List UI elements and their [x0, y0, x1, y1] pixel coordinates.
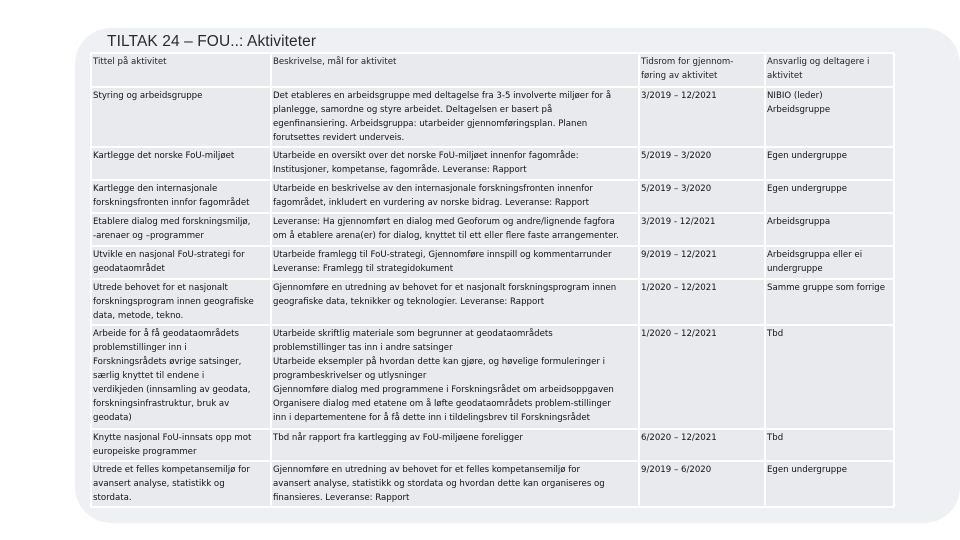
cell-title-line: særlig knyttet til endene i [93, 371, 205, 381]
cell-title-line: verdikjeden (innsamling av geodata, [93, 385, 251, 395]
cell-title [91, 325, 271, 429]
cell-title-line: geodata) [93, 413, 132, 423]
cell-title [91, 246, 271, 279]
cell-period [639, 147, 765, 180]
cell-description [271, 147, 639, 180]
cell-period-line: 1/2020 – 12/2021 [641, 329, 717, 339]
cell-responsible-line: Tbd [767, 433, 784, 443]
cell-responsible [765, 246, 894, 279]
cell-responsible [765, 461, 894, 507]
cell-responsible-line: Egen undergruppe [767, 465, 847, 475]
cell-description-line: Utarbeide framlegg til FoU-strategi, Gjennomføre innspill og kommentarrunder [273, 250, 612, 260]
cell-description-line: Institusjoner, kompetanse, fagområde. Leveranse: Rapport [273, 165, 527, 175]
cell-description [271, 87, 639, 147]
cell-title-line: Styring og arbeidsgruppe [93, 91, 203, 101]
cell-description-line: Organisere dialog med etatene om å løfte geodataområdets problem-stillinger [273, 399, 611, 409]
cell-description-line: Gjennomføre dialog med programmene i Forskningsrådet om arbeidsoppgaven [273, 385, 614, 395]
cell-period-line: 3/2019 - 12/2021 [641, 217, 716, 227]
cell-description [271, 180, 639, 213]
cell-period [639, 246, 765, 279]
cell-period [639, 461, 765, 507]
cell-title [91, 213, 271, 246]
cell-description-header-line: Beskrivelse, mål for aktivitet [273, 57, 397, 67]
table-row [91, 429, 894, 461]
cell-description-line: programbeskrivelser og utlysninger [273, 371, 427, 381]
cell-description-line: Leveranse: Ha gjennomført en dialog med Geoforum og andre/lignende fagfora [273, 217, 615, 227]
cell-title-line: Utvikle en nasjonal FoU-strategi for [93, 250, 245, 260]
cell-description-line: geografiske data, teknikker og teknologier. Leveranse: Rapport [273, 297, 545, 307]
cell-responsible-line: Tbd [767, 329, 784, 339]
cell-description-line: inn i departementene for å få dette inn i tildelingsbrev til Forskningsrådet [273, 413, 591, 423]
table-header-row [91, 53, 894, 87]
cell-responsible [765, 279, 894, 325]
cell-title-line: Arbeide for å få geodataområdets [93, 329, 239, 339]
cell-period [639, 325, 765, 429]
cell-title [91, 147, 271, 180]
cell-title [91, 279, 271, 325]
cell-responsible [765, 429, 894, 461]
cell-description-line: Utarbeide skriftlig materiale som begrunner at geodataområdets [273, 329, 553, 339]
cell-description-line: avansert analyse, statistikk og stordata og hvordan dette kan organiseres og [273, 479, 605, 489]
cell-period [639, 213, 765, 246]
cell-period-header-line: Tidsrom for gjennom- [641, 57, 734, 67]
cell-title-line: Etablere dialog med forskningsmiljø, [93, 217, 251, 227]
activities-table [90, 52, 895, 508]
cell-period-line: 1/2020 – 12/2021 [641, 283, 717, 293]
cell-responsible-line: Egen undergruppe [767, 184, 847, 194]
header-period [639, 53, 765, 87]
cell-responsible-line: Arbeidsgruppa [767, 217, 831, 227]
cell-title-line: forskningsfronten innfor fagområdet [93, 198, 250, 208]
table-row [91, 147, 894, 180]
cell-title-line: Forskningsrådets øvrige satsinger, [93, 357, 242, 367]
cell-description [271, 429, 639, 461]
cell-description-line: Tbd når rapport fra kartlegging av FoU-miljøene foreligger [273, 433, 523, 443]
cell-period-line: 3/2019 – 12/2021 [641, 91, 717, 101]
cell-description [271, 246, 639, 279]
cell-title-line: Utrede behovet for et nasjonalt [93, 283, 228, 293]
cell-period-line: 9/2019 – 6/2020 [641, 465, 712, 475]
cell-period [639, 87, 765, 147]
table-row [91, 279, 894, 325]
cell-title-line: -arenaer og –programmer [93, 231, 204, 241]
cell-description-line: Det etableres en arbeidsgruppe med deltagelse fra 3-5 involverte miljøer for å [273, 91, 612, 101]
cell-period-header-line: føring av aktivitet [641, 71, 718, 81]
cell-responsible-line: Arbeidsgruppa eller ei [767, 250, 863, 260]
header-title [91, 53, 271, 87]
table-row [91, 180, 894, 213]
table-row [91, 325, 894, 429]
cell-title-line: problemstillinger inn i [93, 343, 187, 353]
cell-title-line: Kartlegge det norske FoU-miljøet [93, 151, 235, 161]
cell-description-line: Utarbeide en oversikt over det norske FoU-miljøet innenfor fagområde: [273, 151, 579, 161]
slide-title: TILTAK 24 – FOU..: Aktiviteter [107, 33, 317, 50]
cell-title-line: Knytte nasjonal FoU-innsats opp mot [93, 433, 252, 443]
cell-responsible-header-line: Ansvarlig og deltagere i [767, 57, 870, 67]
cell-title-line: europeiske programmer [93, 447, 197, 457]
cell-description-line: finansieres. Leveranse: Rapport [273, 493, 410, 503]
cell-title-line: data, metode, tekno. [93, 311, 184, 321]
cell-responsible [765, 325, 894, 429]
cell-title-line: geodataområdet [93, 264, 165, 274]
cell-responsible-line: Samme gruppe som forrige [767, 283, 886, 293]
cell-responsible [765, 147, 894, 180]
cell-period-line: 9/2019 – 12/2021 [641, 250, 717, 260]
cell-period [639, 279, 765, 325]
cell-description-line: egenfinansiering. Arbeidsgruppa: utarbeider gjennomføringsplan. Planen [273, 119, 588, 129]
table-row [91, 246, 894, 279]
cell-title [91, 429, 271, 461]
cell-period-line: 6/2020 – 12/2021 [641, 433, 717, 443]
cell-description-line: fagområdet, inkludert en vurdering av norske bidrag. Leveranse: Rapport [273, 198, 590, 208]
cell-description-line: Utarbeide eksempler på hvordan dette kan gjøre, og høvelige formuleringer i [273, 357, 606, 367]
cell-title-header-line: Tittel på aktivitet [93, 57, 167, 67]
header-description [271, 53, 639, 87]
cell-description [271, 325, 639, 429]
cell-responsible-line: Egen undergruppe [767, 151, 847, 161]
cell-responsible-line: Arbeidsgruppe [767, 105, 831, 115]
cell-title-line: Kartlegge den internasjonale [93, 184, 218, 194]
cell-responsible [765, 180, 894, 213]
cell-responsible-line: undergruppe [767, 264, 823, 274]
cell-description-line: Gjennomføre en utredning av behovet for et felles kompetansemiljø for [273, 465, 581, 475]
cell-title-line: forskningsinfrastruktur, bruk av [93, 399, 230, 409]
table-row [91, 213, 894, 246]
cell-period-line: 5/2019 – 3/2020 [641, 184, 712, 194]
cell-period [639, 429, 765, 461]
cell-responsible-line: NIBIO (leder) [767, 91, 823, 101]
cell-title-line: Utrede et felles kompetansemiljø for [93, 465, 250, 475]
header-responsible [765, 53, 894, 87]
cell-title [91, 87, 271, 147]
table-row [91, 461, 894, 507]
cell-period-line: 5/2019 – 3/2020 [641, 151, 712, 161]
cell-title [91, 461, 271, 507]
cell-title-line: forskningsprogram innen geografiske [93, 297, 254, 307]
cell-description-line: planlegge, samordne og styre arbeidet. Deltagelsen er basert på [273, 105, 553, 115]
cell-description-line: Utarbeide en beskrivelse av den internasjonale forskningsfronten innenfor [273, 184, 593, 194]
cell-description [271, 461, 639, 507]
cell-description-line: Gjennomføre en utredning av behovet for et nasjonalt forskningsprogram innen [273, 283, 617, 293]
cell-description-line: forutsettes revidert underveis. [273, 133, 405, 143]
cell-responsible-header-line: aktivitet [767, 71, 803, 81]
table-row [91, 87, 894, 147]
cell-description [271, 279, 639, 325]
cell-responsible [765, 87, 894, 147]
cell-title-line: avansert analyse, statistikk og [93, 479, 225, 489]
cell-description-line: om å etablere arena(er) for dialog, knyttet til ett eller flere faste arrangementer. [273, 231, 619, 241]
cell-description [271, 213, 639, 246]
cell-title [91, 180, 271, 213]
cell-title-line: stordata. [93, 493, 132, 503]
cell-period [639, 180, 765, 213]
cell-description-line: problemstillinger tas inn i andre satsinger [273, 343, 453, 353]
cell-responsible [765, 213, 894, 246]
cell-description-line: Leveranse: Framlegg til strategidokument [273, 264, 454, 274]
